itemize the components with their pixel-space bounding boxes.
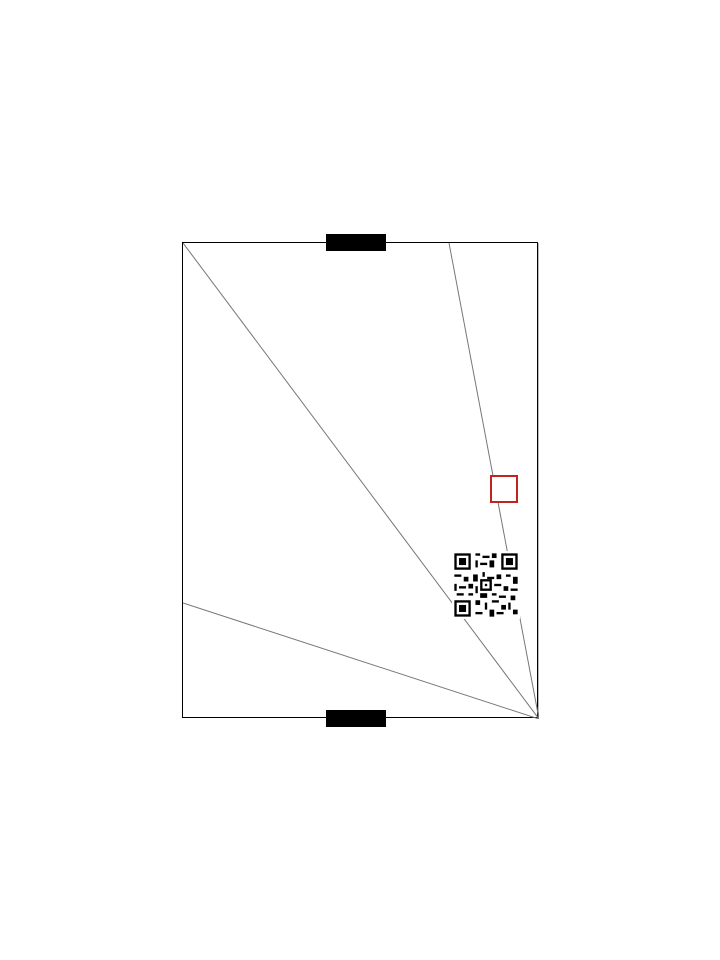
- red-seal-stamp: [490, 475, 518, 503]
- center-info-panel: [182, 242, 538, 718]
- tuan-marker: [326, 710, 386, 727]
- aspect-lines: [183, 243, 539, 719]
- line-diagonal-2: [183, 603, 539, 719]
- qr-code-icon[interactable]: [452, 551, 520, 619]
- triet-marker: [326, 234, 386, 251]
- line-diagonal-1: [183, 243, 539, 719]
